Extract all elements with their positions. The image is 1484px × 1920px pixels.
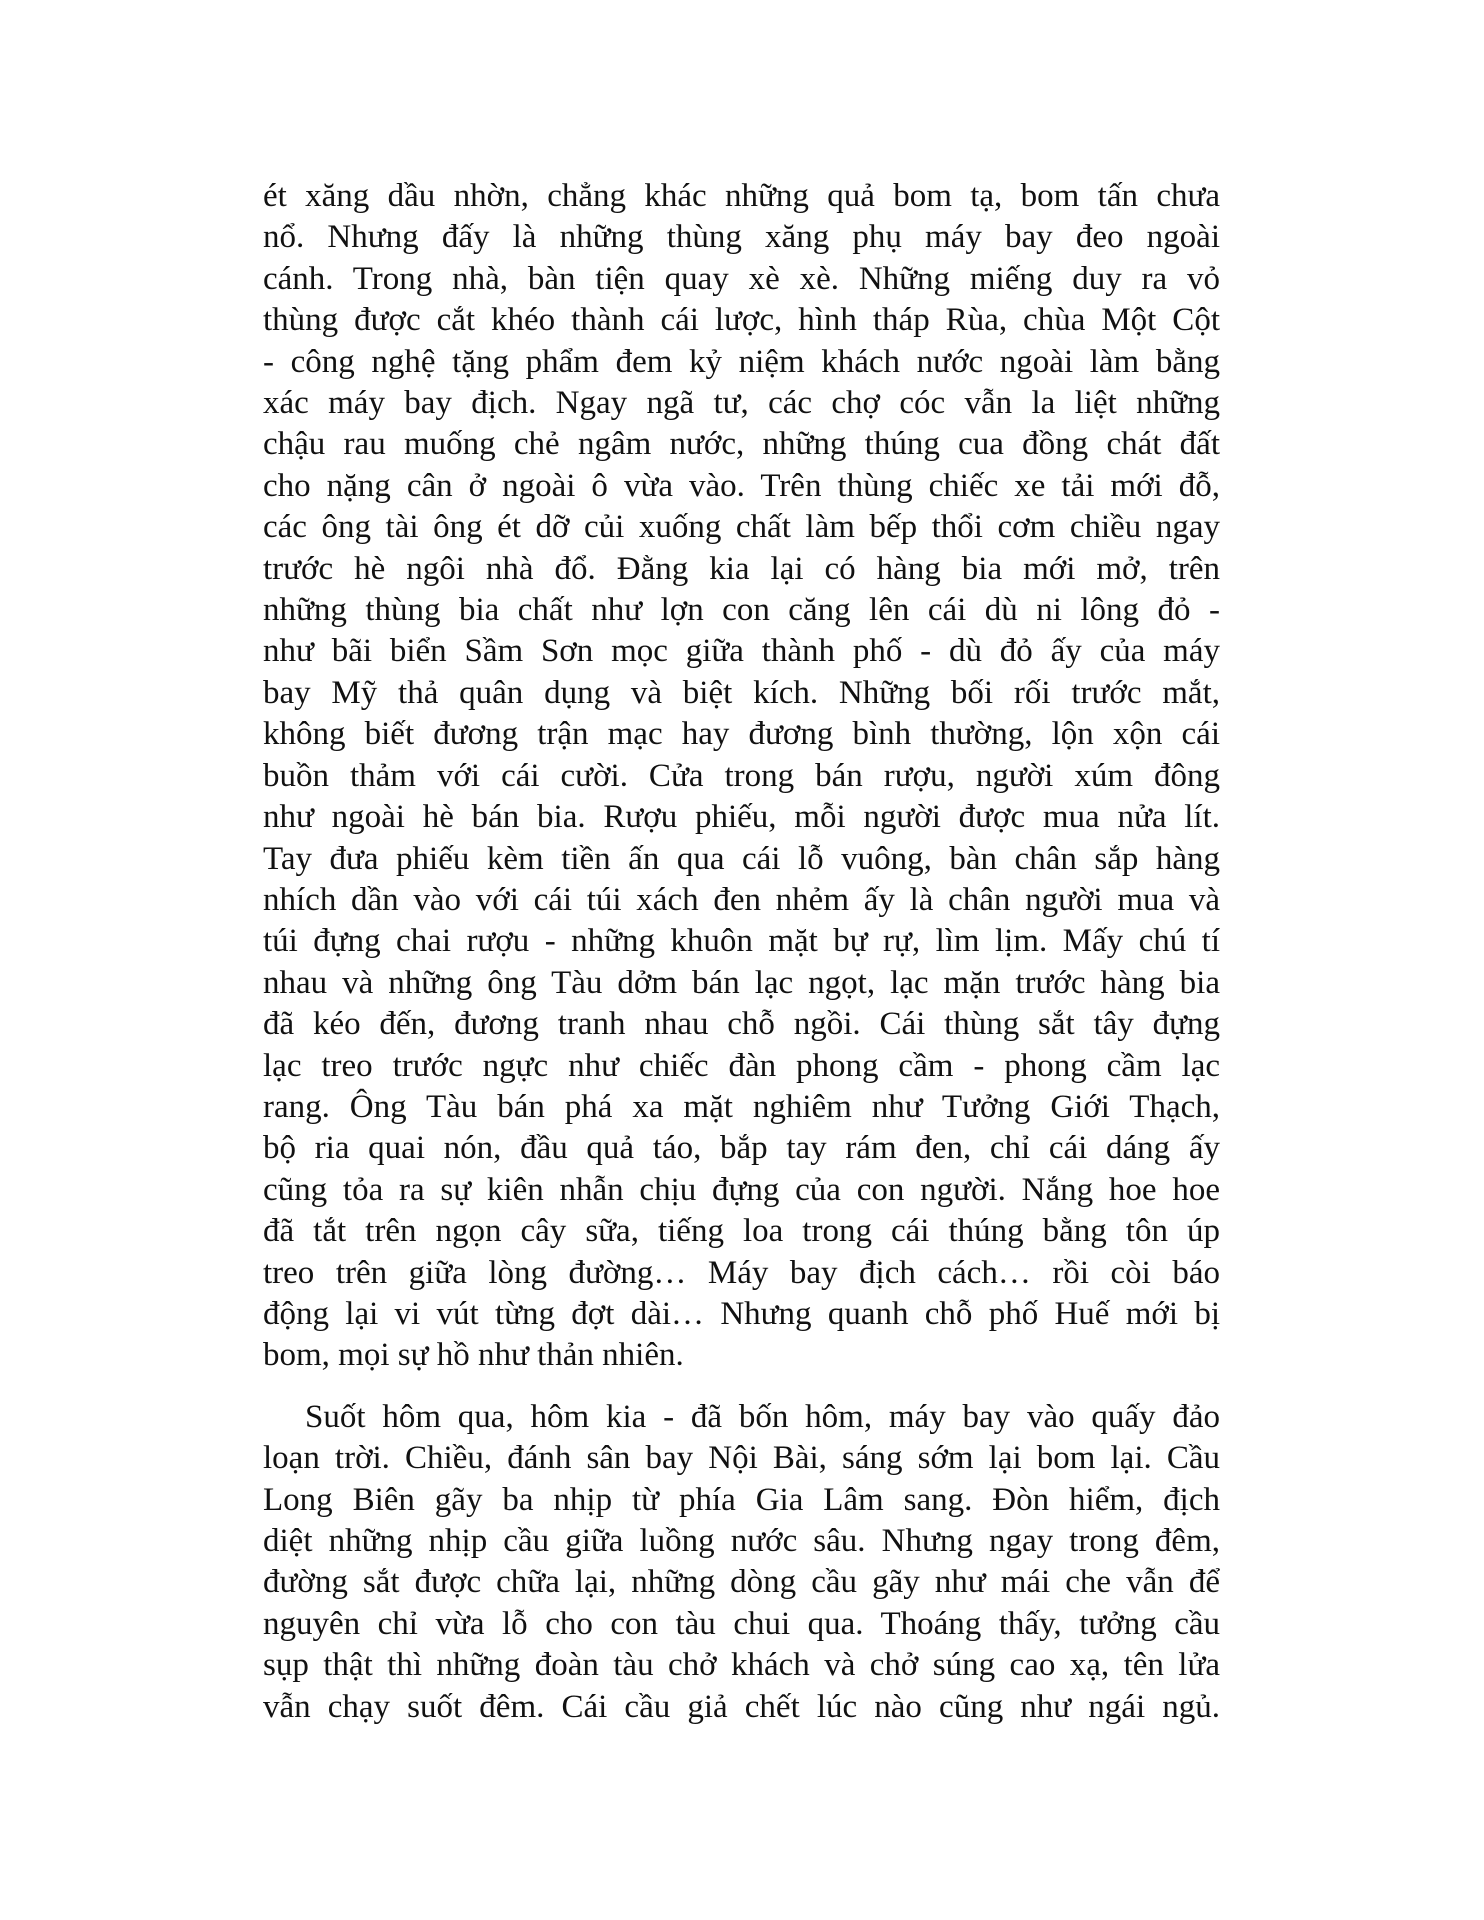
text-line: nhau và những ông Tàu dởm bán lạc ngọt, lạc mặn trước hàng bia	[263, 964, 1220, 1001]
text-line: trước hè ngôi nhà đổ. Đằng kia lại có hàng bia mới mở, trên	[263, 550, 1220, 587]
text-line: loạn trời. Chiều, đánh sân bay Nội Bài, sáng sớm lại bom lại. Cầu	[263, 1440, 1220, 1477]
text-line: - công nghệ tặng phẩm đem kỷ niệm khách nước ngoài làm bằng	[263, 343, 1220, 380]
text-line: nguyên chỉ vừa lỗ cho con tàu chui qua. Thoáng thấy, tưởng cầu	[263, 1605, 1220, 1642]
text-line: nhích dần vào với cái túi xách đen nhẻm ấy là chân người mua và	[263, 881, 1220, 918]
paragraph	[263, 176, 1220, 1377]
text-line: rang. Ông Tàu bán phá xa mặt nghiêm như Tưởng Giới Thạch,	[263, 1088, 1220, 1125]
text-line: treo trên giữa lòng đường… Máy bay địch cách… rồi còi báo	[263, 1254, 1220, 1291]
text-line: sụp thật thì những đoàn tàu chở khách và chở súng cao xạ, tên lửa	[263, 1647, 1220, 1684]
text-line: cũng tỏa ra sự kiên nhẫn chịu đựng của con người. Nắng hoe hoe	[263, 1171, 1220, 1208]
text-line: lạc treo trước ngực như chiếc đàn phong cầm - phong cầm lạc	[263, 1047, 1220, 1084]
paragraph-gap	[263, 1377, 1220, 1397]
text-line: Tay đưa phiếu kèm tiền ấn qua cái lỗ vuông, bàn chân sắp hàng	[263, 840, 1220, 877]
text-line: xác máy bay địch. Ngay ngã tư, các chợ cóc vẫn la liệt những	[263, 385, 1220, 422]
text-line: chậu rau muống chẻ ngâm nước, những thúng cua đồng chát đất	[263, 426, 1220, 463]
text-line: đường sắt được chữa lại, những dòng cầu gãy như mái che vẫn để	[263, 1564, 1220, 1601]
paragraph	[263, 1397, 1220, 1728]
text-line: động lại vi vút từng đợt dài… Nhưng quanh chỗ phố Huế mới bị	[263, 1295, 1220, 1332]
text-line: đã tắt trên ngọn cây sữa, tiếng loa trong cái thúng bằng tôn úp	[263, 1213, 1220, 1250]
text-line: bộ ria quai nón, đầu quả táo, bắp tay rám đen, chỉ cái dáng ấy	[263, 1130, 1220, 1167]
text-line: diệt những nhịp cầu giữa luồng nước sâu. Nhưng ngay trong đêm,	[263, 1523, 1220, 1559]
text-line: đã kéo đến, đương tranh nhau chỗ ngồi. Cái thùng sắt tây đựng	[263, 1006, 1220, 1043]
text-line: thùng được cắt khéo thành cái lược, hình tháp Rùa, chùa Một Cột	[263, 302, 1220, 339]
body-text	[263, 176, 1220, 1728]
text-line: nổ. Nhưng đấy là những thùng xăng phụ máy bay đeo ngoài	[263, 219, 1220, 256]
text-line: những thùng bia chất như lợn con căng lên cái dù ni lông đỏ -	[263, 592, 1220, 629]
text-line: cánh. Trong nhà, bàn tiện quay xè xè. Những miếng duy ra vỏ	[263, 260, 1220, 297]
text-line: túi đựng chai rượu - những khuôn mặt bự rự, lìm lịm. Mấy chú tí	[263, 923, 1220, 960]
text-line: cho nặng cân ở ngoài ô vừa vào. Trên thùng chiếc xe tải mới đỗ,	[263, 467, 1220, 504]
text-line: Suốt hôm qua, hôm kia - đã bốn hôm, máy bay vào quấy đảo	[305, 1398, 1220, 1435]
text-line: không biết đương trận mạc hay đương bình thường, lộn xộn cái	[263, 716, 1220, 753]
text-line: các ông tài ông ét dỡ củi xuống chất làm bếp thổi cơm chiều ngay	[263, 509, 1220, 546]
text-line: như ngoài hè bán bia. Rượu phiếu, mỗi người được mua nửa lít.	[263, 799, 1220, 836]
text-line: ét xăng dầu nhờn, chẳng khác những quả bom tạ, bom tấn chưa	[263, 178, 1220, 214]
text-line: như bãi biển Sầm Sơn mọc giữa thành phố - dù đỏ ấy của máy	[263, 633, 1220, 670]
text-line: bom, mọi sự hồ như thản nhiên.	[263, 1337, 684, 1374]
text-line: vẫn chạy suốt đêm. Cái cầu giả chết lúc nào cũng như ngái ngủ.	[263, 1688, 1220, 1725]
text-line: bay Mỹ thả quân dụng và biệt kích. Những bối rối trước mắt,	[263, 674, 1220, 711]
text-line: Long Biên gãy ba nhịp từ phía Gia Lâm sang. Đòn hiểm, địch	[263, 1481, 1220, 1518]
text-line: buồn thảm với cái cười. Cửa trong bán rượu, người xúm đông	[263, 757, 1220, 794]
